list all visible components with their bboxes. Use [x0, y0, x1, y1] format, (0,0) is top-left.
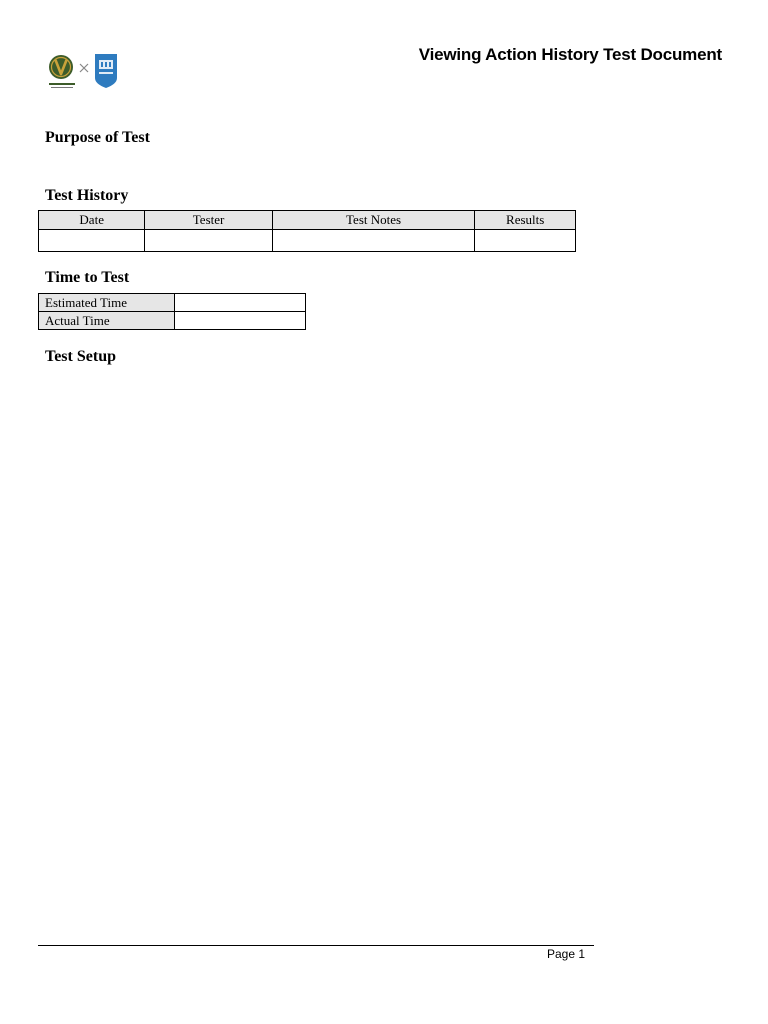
- test-history-table: [38, 210, 576, 252]
- heading-test-history: Test History: [45, 187, 129, 204]
- heading-time-to-test: Time to Test: [45, 269, 130, 286]
- actual-time-value[interactable]: [175, 312, 306, 330]
- actual-time-label: Actual Time: [39, 312, 175, 330]
- cell-test-notes[interactable]: [272, 230, 475, 252]
- partnership-logo-icon: [47, 50, 121, 90]
- table-row: [39, 230, 576, 252]
- column-header-test-notes: Test Notes: [272, 211, 475, 230]
- document-title: Viewing Action History Test Document: [418, 45, 722, 64]
- heading-purpose-of-test: Purpose of Test: [45, 129, 150, 146]
- estimated-time-label: Estimated Time: [39, 294, 175, 312]
- estimated-time-value[interactable]: [175, 294, 306, 312]
- column-header-tester: Tester: [145, 211, 272, 230]
- footer-divider: [38, 945, 594, 946]
- page-number: Page 1: [547, 947, 586, 961]
- table-header-row: [39, 211, 576, 230]
- cell-tester[interactable]: [145, 230, 272, 252]
- column-header-date: Date: [39, 211, 145, 230]
- table-row: [39, 312, 306, 330]
- table-row: [39, 294, 306, 312]
- cell-results[interactable]: [475, 230, 576, 252]
- column-header-results: Results: [475, 211, 576, 230]
- cell-date[interactable]: [39, 230, 145, 252]
- time-to-test-table: [38, 293, 306, 330]
- heading-test-setup: Test Setup: [45, 348, 116, 365]
